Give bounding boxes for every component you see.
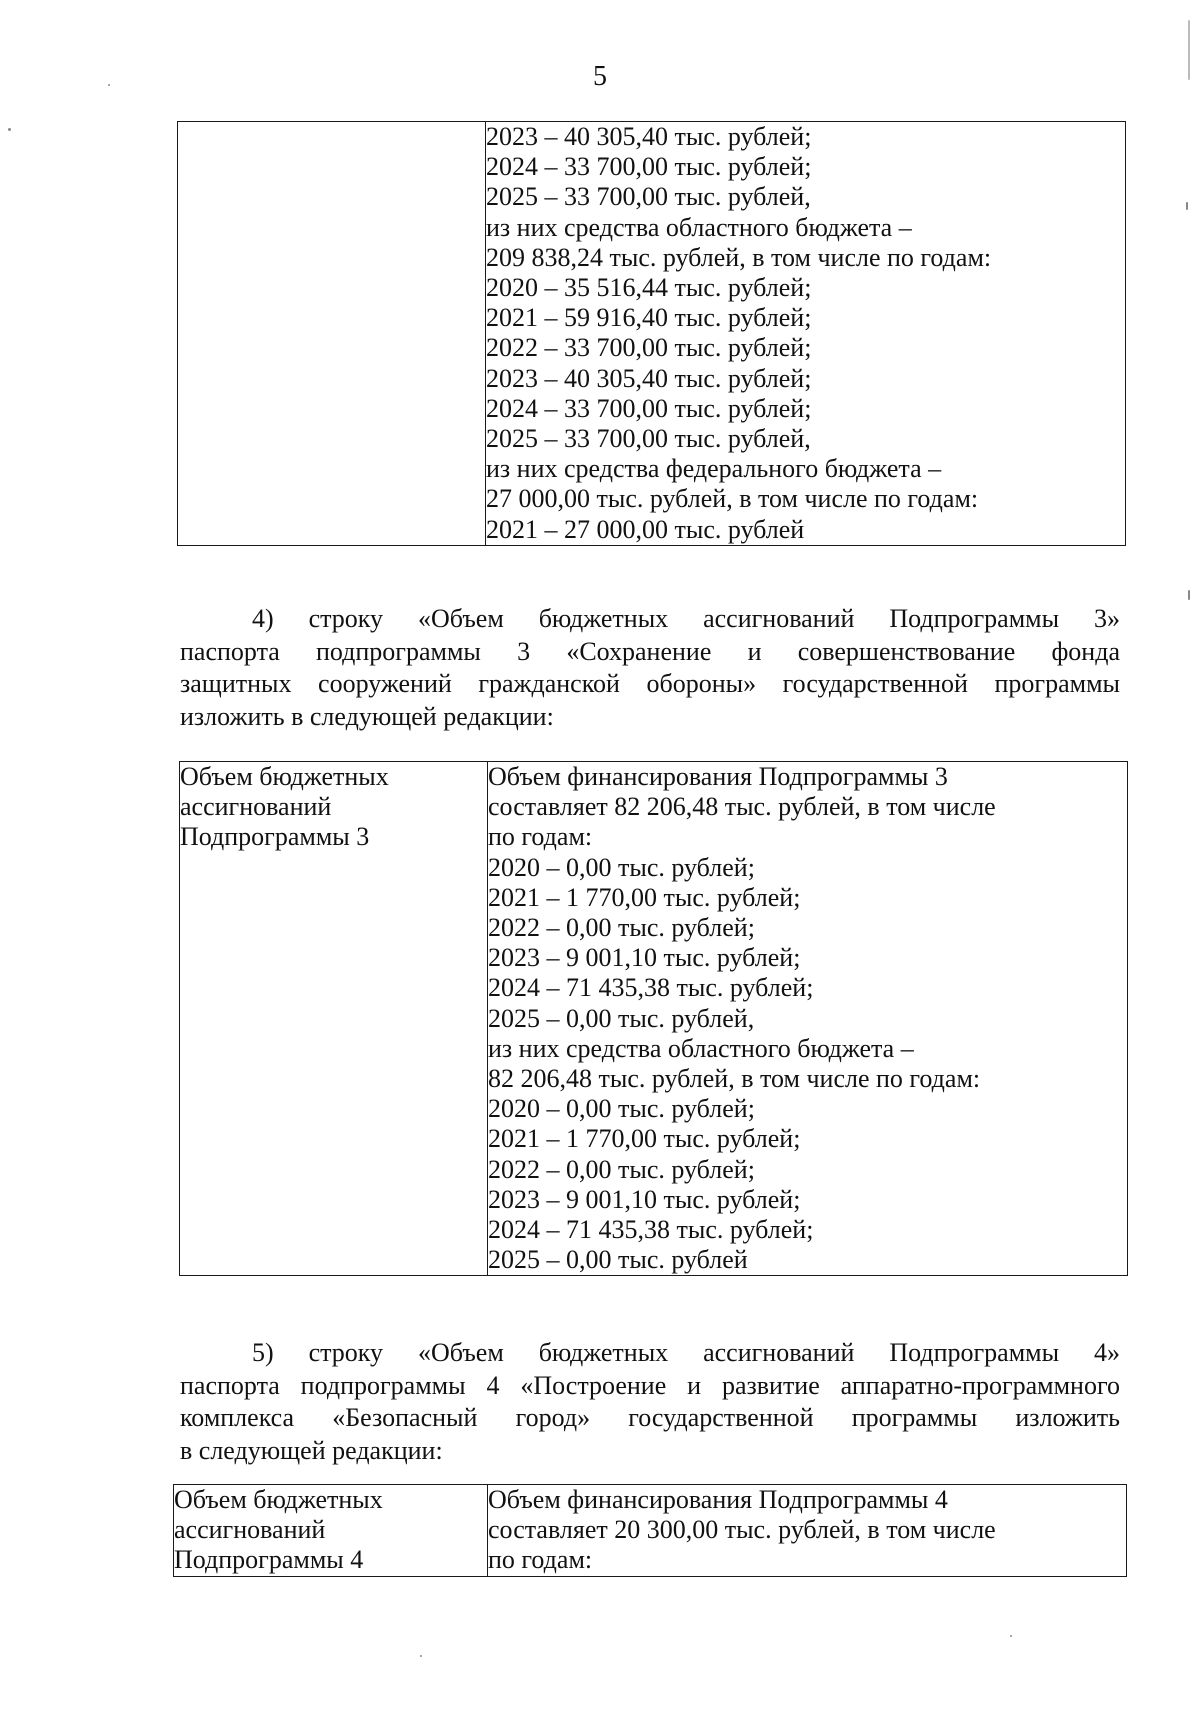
budget-table-subprogram-4 [173,1484,1127,1577]
label-line: Подпрограммы 3 [180,822,370,852]
value-line: 2020 – 0,00 тыс. рублей; [488,1094,755,1124]
scan-speck [108,84,110,86]
scan-speck [1186,202,1188,210]
table-row [180,762,1128,1276]
value-line: 2020 – 35 516,44 тыс. рублей; [486,273,812,303]
value-line: из них средства областного бюджета – [486,212,912,242]
amendment-paragraph-5 [180,1337,1120,1467]
value-line: 2021 – 59 916,40 тыс. рублей; [486,303,812,333]
label-cell [178,122,486,546]
value-line: 2023 – 40 305,40 тыс. рублей; [486,122,812,151]
value-cell [488,1485,1127,1577]
paragraph-line: защитных сооружений гражданской обороны» государственной программы [180,669,1120,698]
label-cell [174,1485,488,1577]
table-row [174,1485,1127,1577]
scan-speck [420,1655,422,1657]
label-line: Подпрограммы 4 [174,1545,364,1575]
value-line: 2025 – 33 700,00 тыс. рублей, [486,182,811,212]
value-line: 2022 – 0,00 тыс. рублей; [488,913,755,943]
table-row [178,122,1126,546]
value-line: Объем финансирования Подпрограммы 3 [488,762,948,791]
value-line: 2023 – 9 001,10 тыс. рублей; [488,1184,801,1214]
value-line: 2024 – 33 700,00 тыс. рублей; [486,152,812,182]
scan-speck [1010,1635,1012,1637]
paragraph-line: паспорта подпрограммы 4 «Построение и развитие аппаратно-программного [180,1370,1120,1400]
value-line: составляет 20 300,00 тыс. рублей, в том числе [488,1515,996,1545]
value-line: Объем финансирования Подпрограммы 4 [488,1485,948,1514]
value-line: по годам: [488,1545,593,1575]
value-line: 2023 – 40 305,40 тыс. рублей; [486,363,812,393]
budget-table-continuation [177,121,1126,546]
page-number: 5 [593,61,607,92]
value-line: 82 206,48 тыс. рублей, в том числе по годам: [488,1064,981,1094]
value-line: 2021 – 1 770,00 тыс. рублей; [488,1124,801,1154]
value-line: 2023 – 9 001,10 тыс. рублей; [488,943,801,973]
value-line: 2024 – 71 435,38 тыс. рублей; [488,1215,814,1245]
label-line: ассигнований [174,1515,326,1545]
value-line: 2025 – 33 700,00 тыс. рублей, [486,424,811,454]
value-line: 2021 – 1 770,00 тыс. рублей; [488,882,801,912]
value-line: 27 000,00 тыс. рублей, в том числе по годам: [486,484,979,514]
value-line: составляет 82 206,48 тыс. рублей, в том числе [488,792,996,822]
paragraph-line: в следующей редакции: [180,1435,443,1465]
label-cell [180,762,488,1276]
value-line: 209 838,24 тыс. рублей, в том числе по годам: [486,242,992,272]
value-cell [486,122,1126,546]
label-line: Объем бюджетных [180,762,389,791]
value-line: из них средства областного бюджета – [488,1033,914,1063]
scan-speck [1188,590,1190,600]
label-line: Объем бюджетных [174,1485,383,1514]
paragraph-line: 4) строку «Объем бюджетных ассигнований Подпрограммы 3» [252,604,1120,633]
value-line: из них средства федерального бюджета – [486,454,942,484]
paragraph-line: паспорта подпрограммы 3 «Сохранение и совершенствование фонда [180,636,1120,666]
scan-speck [1188,20,1190,80]
scan-speck [8,128,11,131]
amendment-paragraph-4 [180,603,1120,733]
value-cell [488,762,1128,1276]
budget-table-subprogram-3 [179,761,1128,1276]
value-line: по годам: [488,822,593,852]
paragraph-line: комплекса «Безопасный город» государственной программы изложить [180,1403,1120,1432]
value-line: 2022 – 0,00 тыс. рублей; [488,1154,755,1184]
value-line: 2022 – 33 700,00 тыс. рублей; [486,333,812,363]
paragraph-line: 5) строку «Объем бюджетных ассигнований Подпрограммы 4» [252,1338,1120,1367]
value-line: 2025 – 0,00 тыс. рублей, [488,1003,755,1033]
value-line: 2024 – 71 435,38 тыс. рублей; [488,973,814,1003]
value-line: 2020 – 0,00 тыс. рублей; [488,852,755,882]
value-line: 2025 – 0,00 тыс. рублей [488,1245,748,1275]
paragraph-line: изложить в следующей редакции: [180,701,554,731]
value-line: 2021 – 27 000,00 тыс. рублей [486,514,805,544]
label-line: ассигнований [180,792,332,822]
value-line: 2024 – 33 700,00 тыс. рублей; [486,393,812,423]
